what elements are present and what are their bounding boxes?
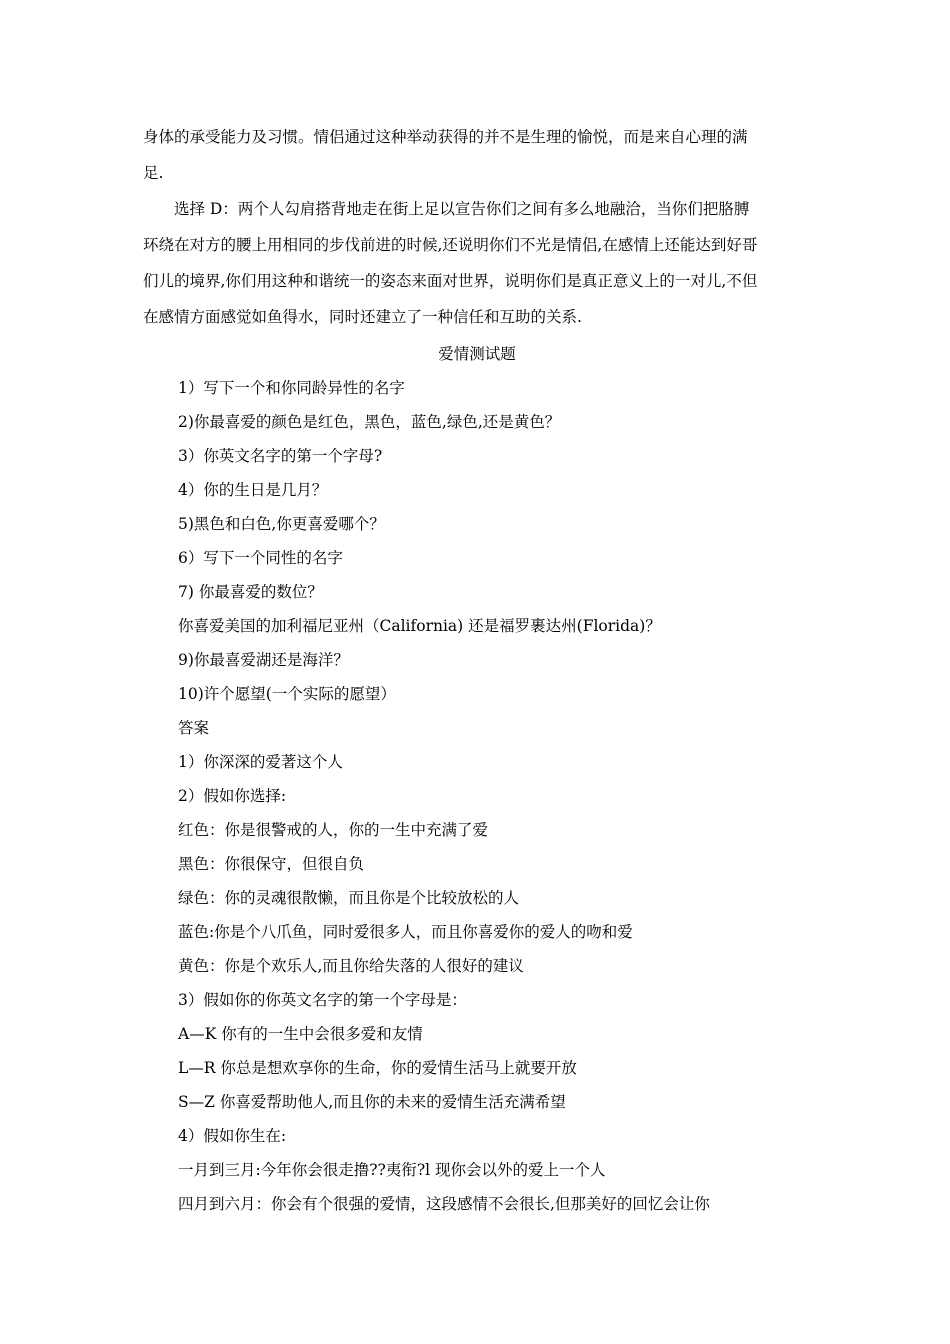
section-title: 爱情测试题 (438, 345, 516, 363)
paragraph-option-d (143, 191, 811, 335)
list-item: 黄色：你是个欢乐人,而且你给失落的人很好的建议 (178, 957, 524, 975)
paragraph-line: 们儿的境界,你们用这种和谐统一的姿态来面对世界，说明你们是真正意义上的一对儿,不但 (143, 272, 758, 290)
paragraph-line: 在感情方面感觉如鱼得水，同时还建立了一种信任和互助的关系. (143, 308, 582, 326)
list-item: 红色：你是很警戒的人，你的一生中充满了爱 (178, 821, 489, 839)
list-item: 2）假如你选择: (178, 787, 287, 805)
list-item: S—Z 你喜爱帮助他人,而且你的未来的爱情生活充满希望 (178, 1093, 566, 1111)
list-item: L—R 你总是想欢享你的生命，你的爱情生活马上就要开放 (178, 1059, 577, 1077)
list-item: 你喜爱美国的加利福尼亚州（California) 还是福罗裹达州(Florida)？ (178, 617, 661, 635)
paragraph-line: 足. (143, 164, 164, 182)
list-item: 5)黑色和白色,你更喜爱哪个？ (178, 515, 385, 533)
list-item: A—K 你有的一生中会很多爱和友情 (178, 1025, 423, 1043)
list-item: 10)许个愿望(一个实际的愿望） (178, 685, 396, 703)
list-item: 一月到三月:今年你会很走撸??夷衔?l 现你会以外的爱上一个人 (178, 1161, 606, 1179)
paragraph-line: 环绕在对方的腰上用相同的步伐前进的时候,还说明你们不光是情侣,在感情上还能达到好哥 (143, 236, 758, 254)
list-item: 2)你最喜爱的颜色是红色，黑色，蓝色,绿色,还是黄色？ (178, 413, 561, 431)
list-item: 6）写下一个同性的名字 (178, 549, 343, 567)
list-item: 7) 你最喜爱的数位？ (178, 583, 323, 601)
list-item: 9)你最喜爱湖还是海洋？ (178, 651, 349, 669)
answers-heading: 答案 (178, 719, 210, 737)
list-item: 1）你深深的爱著这个人 (178, 753, 343, 771)
list-item: 绿色：你的灵魂很散懒，而且你是个比较放松的人 (178, 889, 520, 907)
list-item: 1）写下一个和你同龄异性的名字 (178, 379, 405, 397)
list-item: 4）假如你生在: (178, 1127, 287, 1145)
list-item: 黑色：你很保守，但很自负 (178, 855, 365, 873)
list-item: 3）你英文名字的第一个字母? (178, 447, 383, 465)
list-item: 3）假如你的你英文名字的第一个字母是： (178, 991, 467, 1009)
paragraph-line: 选择 D：两个人勾肩搭背地走在街上足以宣告你们之间有多么地融洽，当你们把胳膊 (143, 200, 750, 218)
paragraph-line: 身体的承受能力及习惯。情侣通过这种举动获得的并不是生理的愉悦，而是来自心理的满 (143, 128, 748, 146)
list-item: 蓝色:你是个八爪鱼，同时爱很多人，而且你喜爱你的爱人的吻和爱 (178, 923, 633, 941)
paragraph-continuation (143, 119, 811, 191)
list-item: 4）你的生日是几月？ (178, 481, 328, 499)
list-item: 四月到六月：你会有个很强的爱情，这段感情不会很长,但那美好的回忆会让你 (178, 1195, 710, 1213)
